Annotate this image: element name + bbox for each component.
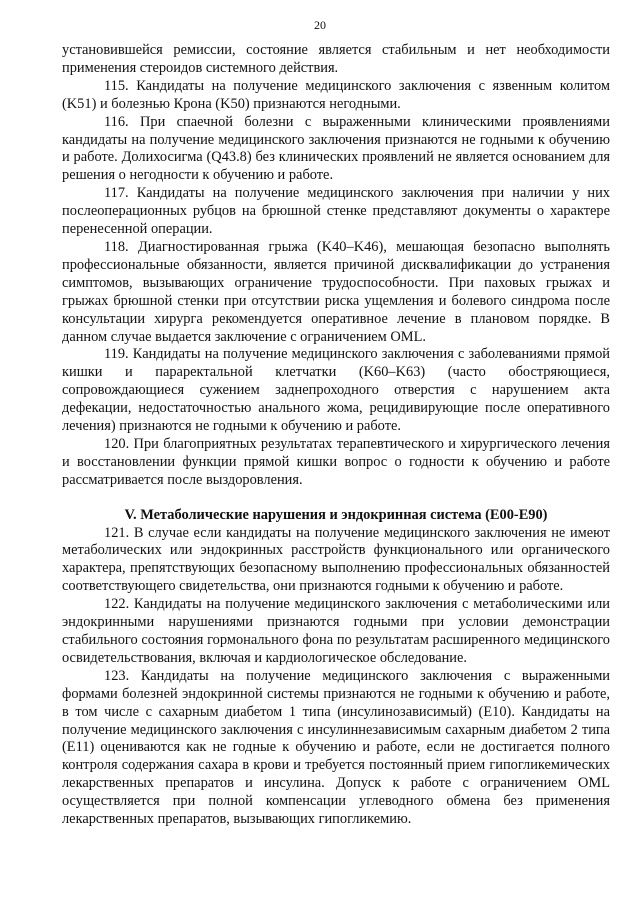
section-heading: V. Метаболические нарушения и эндокринная система (E00-E90) <box>124 506 548 523</box>
paragraph-122: 122. Кандидаты на получение медицинского заключения с метаболическими или эндокринными нарушениями признаются годными при условии демонстрации стабильного состояния гормонального фона по результатам расширенного медицинского освидетельствования, включая и кардиологическое обследование. <box>62 596 610 666</box>
page-number: 20 <box>314 18 326 32</box>
paragraph-117: 117. Кандидаты на получение медицинского заключения при наличии у них послеоперационных рубцов на брюшной стенке представляют документы о характере перенесенной операции. <box>62 185 610 238</box>
paragraph-120: 120. При благоприятных результатах терапевтического и хирургического лечения и восстановлении функции прямой кишки вопрос о годности к обучению и работе рассматривается после выздоровления. <box>62 435 610 488</box>
paragraph-118: 118. Диагностированная грыжа (K40–K46), мешающая безопасно выполнять профессиональные обязанности, является причиной дисквалификации до устранения симптомов, вызывающих ограничение трудоспособности. При паховых грыжах и грыжах брюшной стенки при отсутствии риска ущемления и болевого синдрома после консультации хирурга рекомендуется оперативное лечение в плановом порядке. В данном случае выдается заключение с ограничением OML. <box>62 238 610 345</box>
document-body <box>62 42 610 829</box>
paragraph-continuation: установившейся ремиссии, состояние является стабильным и нет необходимости применения стероидов системного действия. <box>62 42 610 76</box>
paragraph-119: 119. Кандидаты на получение медицинского заключения с заболеваниями прямой кишки и параректальной клетчатки (K60–K63) (часто обостряющиеся, сопровождающиеся сужением заднепроходного отверстия с нарушением акта дефекации, недостаточностью анального жома, рецидивирующие после оперативного лечения) признаются не годными к обучению и работе. <box>62 346 610 435</box>
paragraph-123: 123. Кандидаты на получение медицинского заключения с выраженными формами болезней эндокринной системы признаются не годными к обучению и работе, в том числе с сахарным диабетом 1 типа (инсулинозависимый) (E10). Кандидаты на получение медицинского заключения с инсулиннезависимым сахарным диабетом 2 типа (E11) оцениваются как не годные к обучению и работе, если не достигается полного контроля содержания сахара в крови и требуется постоянный прием гипогликемических лекарственных препаратов и инсулина. Допуск к работе с ограничением OML осуществляется при полной компенсации углеводного обмена без применения лекарственных препаратов, вызывающих гипогликемию. <box>62 667 610 828</box>
paragraph-116: 116. При спаечной болезни с выраженными клиническими проявлениями кандидаты на получение медицинского заключения признаются не годными к обучению и работе. Долихосигма (Q43.8) без клинических проявлений не является основанием для решения о негодности к обучению и работе. <box>62 113 610 184</box>
paragraph-115: 115. Кандидаты на получение медицинского заключения с язвенным колитом (K51) и болезнью Крона (K50) признаются негодными. <box>62 77 610 112</box>
paragraph-121: 121. В случае если кандидаты на получение медицинского заключения не имеют метаболических или эндокринных расстройств функционального или органического характера, препятствующих безопасному выполнению профессиональных обязанностей соответствующего свидетельства, они признаются годными к обучению и работе. <box>62 524 610 595</box>
